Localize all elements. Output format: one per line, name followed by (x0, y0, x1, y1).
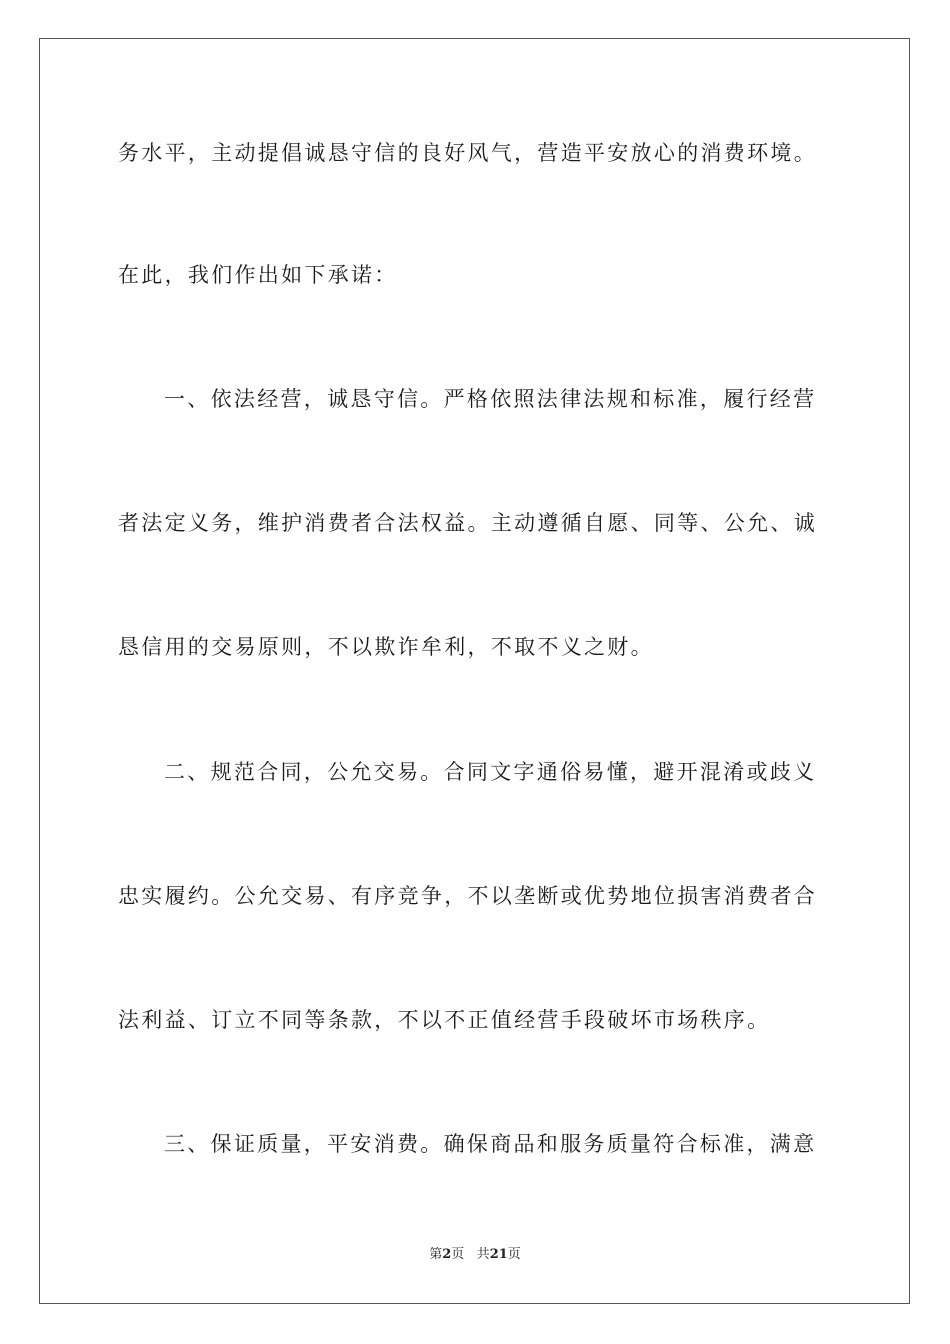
paragraph-line: 务水平，主动提倡诚恳守信的良好风气，营造平安放心的消费环境。 (118, 141, 817, 165)
paragraph-line: 二、规范合同，公允交易。合同文字通俗易懂，避开混淆或歧义 (164, 760, 817, 784)
page-suffix: 页 (451, 1247, 465, 1262)
page-number: 2 (442, 1247, 452, 1262)
paragraph-line: 法利益、订立不同等条款，不以不正值经营手段破坏市场秩序。 (118, 1008, 771, 1032)
paragraph-line: 一、依法经营，诚恳守信。严格依照法律法规和标准，履行经营 (164, 387, 817, 411)
total-suffix: 页 (507, 1247, 521, 1262)
paragraph-line: 三、保证质量，平安消费。确保商品和服务质量符合标准，满意 (164, 1132, 817, 1156)
paragraph-line: 恳信用的交易原则，不以欺诈牟利，不取不义之财。 (118, 635, 654, 659)
page-border (39, 38, 910, 1304)
paragraph-line: 者法定义务，维护消费者合法权益。主动遵循自愿、同等、公允、诚 (118, 511, 817, 535)
page-prefix: 第 (429, 1247, 443, 1262)
total-prefix: 共 (476, 1247, 490, 1262)
page-footer (0, 1246, 950, 1264)
paragraph-line: 忠实履约。公允交易、有序竞争，不以垄断或优势地位损害消费者合 (118, 884, 817, 908)
total-pages: 21 (489, 1247, 508, 1262)
paragraph-line: 在此，我们作出如下承诺： (118, 263, 398, 287)
